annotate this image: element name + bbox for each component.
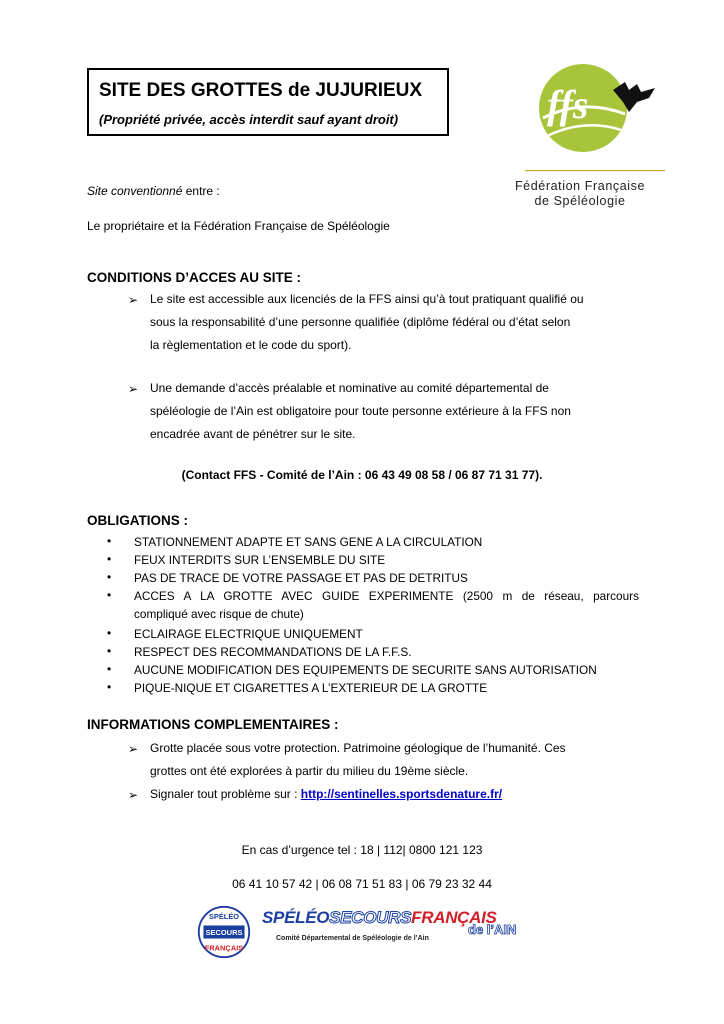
ffs-logo-text: [490, 179, 670, 209]
bullet-icon: •: [107, 570, 112, 584]
banner-francais: FRANÇAIS: [411, 908, 497, 927]
badge-bot-text: FRANÇAIS: [204, 943, 244, 953]
arrow-bullet-icon: ➢: [128, 788, 139, 802]
bullet-icon: •: [107, 552, 112, 566]
banner-speleo: SPÉLÉO: [262, 908, 330, 927]
intro-italic: Site conventionné: [87, 184, 183, 198]
contact-line: (Contact FFS - Comité de l’Ain : 06 43 49 08 58 / 06 87 71 31 77).: [181, 468, 543, 482]
condition-item-1-line: Le site est accessible aux licenciés de la FFS ainsi qu’à tout pratiquant qualifié ou: [150, 292, 584, 306]
obligation-item: AUCUNE MODIFICATION DES EQUIPEMENTS DE SECURITE SANS AUTORISATION: [134, 663, 597, 677]
speleo-secours-badge-icon: [196, 904, 252, 960]
intro-line1: [87, 184, 220, 198]
bullet-icon: •: [107, 534, 112, 548]
info-item-1-line: grottes ont été explorées à partir du milieu du 19ème siècle.: [150, 764, 469, 778]
arrow-bullet-icon: ➢: [128, 293, 139, 307]
obligation-item: PAS DE TRACE DE VOTRE PASSAGE ET PAS DE DETRITUS: [134, 571, 468, 585]
bullet-icon: •: [107, 644, 112, 658]
obligation-item: STATIONNEMENT ADAPTE ET SANS GENE A LA CIRCULATION: [134, 535, 483, 549]
condition-item-2-line: Une demande d’accès préalable et nominative au comité départemental de: [150, 381, 549, 395]
badge-top-text: SPÉLÉO: [208, 911, 240, 921]
obligation-item: PIQUE-NIQUE ET CIGARETTES A L’EXTERIEUR DE LA GROTTE: [134, 681, 488, 695]
urgence-line: En cas d’urgence tel : 18 | 112| 0800 121 123: [241, 843, 483, 857]
info-heading: INFORMATIONS COMPLEMENTAIRES :: [87, 717, 339, 732]
condition-item-2: [150, 377, 640, 446]
obligation-item: FEUX INTERDITS SUR L’ENSEMBLE DU SITE: [134, 553, 386, 567]
obligation-item-line: ACCES A LA GROTTE AVEC GUIDE EXPERIMENTE (2500 m de réseau, parcours: [134, 589, 639, 603]
obligation-item: ECLAIRAGE ELECTRIQUE UNIQUEMENT: [134, 627, 363, 641]
conditions-heading: CONDITIONS D’ACCES AU SITE :: [87, 270, 302, 285]
banner-subtitle: Comité Départemental de Spéléologie de l’Ain: [276, 935, 429, 942]
ffs-letters: ffs: [547, 82, 589, 127]
info-item-2: [150, 783, 640, 806]
arrow-bullet-icon: ➢: [128, 382, 139, 396]
condition-item-1: [150, 288, 640, 357]
obligations-heading: OBLIGATIONS :: [87, 513, 188, 528]
bullet-icon: •: [107, 662, 112, 676]
arrow-bullet-icon: ➢: [128, 742, 139, 756]
page-subtitle: (Propriété privée, accès interdit sauf ayant droit): [99, 112, 399, 127]
condition-item-2-line: spéléologie de l’Ain est obligatoire pour toute personne extérieure à la FFS non: [150, 404, 571, 418]
bullet-icon: •: [107, 626, 112, 640]
page-title: SITE DES GROTTES de JUJURIEUX: [99, 80, 423, 101]
sentinelles-link[interactable]: http://sentinelles.sportsdenature.fr/: [300, 787, 503, 801]
condition-item-1-line: sous la responsabilité d’une personne qualifiée (diplôme fédéral ou d’état selon: [150, 315, 571, 329]
info-item-2-text: Signaler tout problème sur :: [150, 787, 301, 801]
obligation-item: RESPECT DES RECOMMANDATIONS DE LA F.F.S.: [134, 645, 412, 659]
obligation-item: [134, 588, 639, 623]
info-item-1: [150, 737, 640, 783]
condition-item-2-line: encadrée avant de pénétrer sur le site.: [150, 427, 356, 441]
bullet-icon: •: [107, 680, 112, 694]
banner-secours: SECOURS: [329, 908, 412, 927]
obligation-item-line: compliqué avec risque de chute): [134, 606, 304, 621]
intro-rest: entre :: [182, 184, 220, 198]
phones-line: 06 41 10 57 42 | 06 08 71 51 83 | 06 79 23 32 44: [232, 877, 492, 891]
intro-line2: Le propriétaire et la Fédération Française de Spéléologie: [87, 219, 390, 233]
bullet-icon: •: [107, 588, 112, 602]
title-box: [87, 68, 449, 136]
badge-mid-text: SECOURS: [205, 927, 243, 937]
banner-ain: de l’AIN: [468, 922, 517, 937]
ffs-logo-line1: Fédération Française: [514, 179, 646, 193]
condition-item-1-line: la règlementation et le code du sport).: [150, 338, 352, 352]
ffs-logo-line2: de Spéléologie: [534, 194, 626, 208]
logo-rule: [525, 170, 665, 171]
speleo-secours-banner: [262, 908, 532, 954]
info-item-1-line: Grotte placée sous votre protection. Patrimoine géologique de l’humanité. Ces: [150, 741, 566, 755]
